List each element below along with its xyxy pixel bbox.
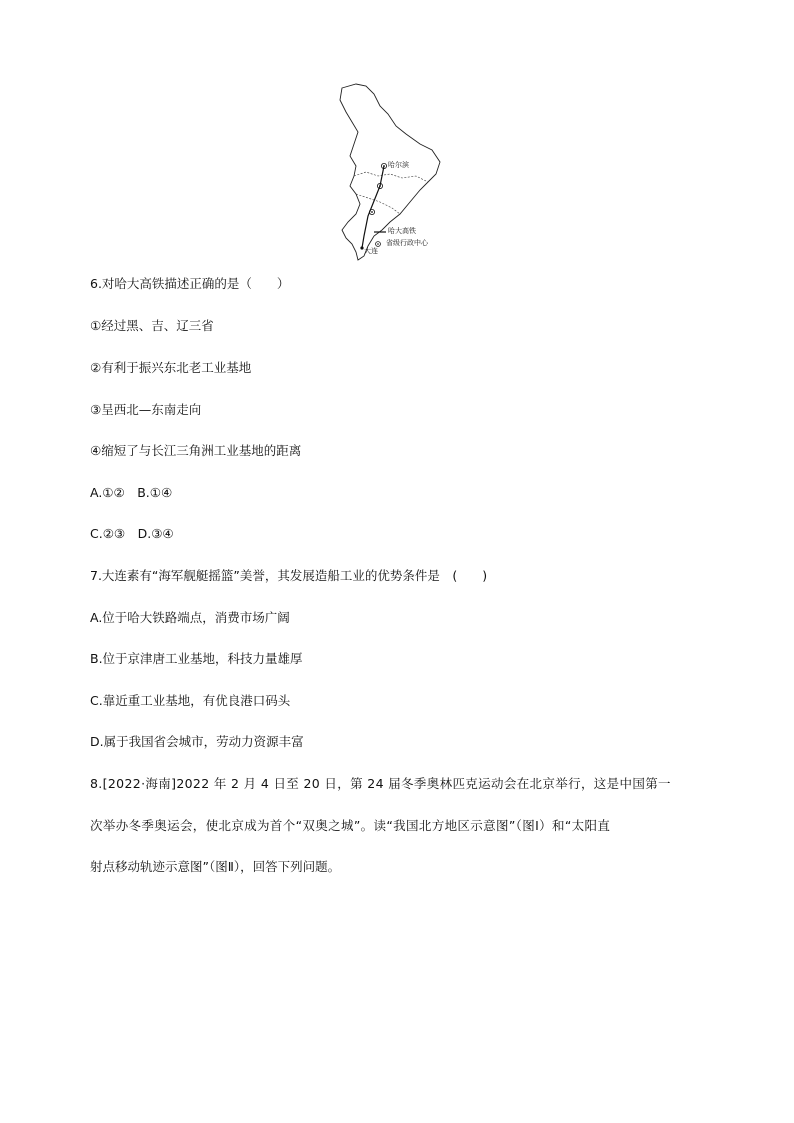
map-outline <box>336 80 466 265</box>
q6-choices-ab: A.①② B.①④ <box>90 485 173 500</box>
q8-line-2: 次举办冬季奥运会，使北京成为首个“双奥之城”。读“我国北方地区示意图”（图Ⅰ）和“太阳直 <box>90 818 611 833</box>
q6-option-1: ①经过黑、吉、辽三省 <box>90 318 214 333</box>
northeast-china-map <box>336 80 466 265</box>
q8-line-1: 8.[2022·海南]2022 年 2 月 4 日至 20 日，第 24 届冬季奥林匹克运动会在北京举行，这是中国第一 <box>90 776 671 791</box>
label-dalian: 大连 <box>364 247 378 255</box>
q6-option-3: ③呈西北—东南走向 <box>90 402 202 417</box>
q7-option-b: B.位于京津唐工业基地，科技力量雄厚 <box>90 651 303 666</box>
legend-railway-label: 哈大高铁 <box>388 227 416 235</box>
q7-stem: 7.大连素有“海军舰艇摇篮”美誉，其发展造船工业的优势条件是 ( ) <box>90 568 488 583</box>
q6-option-2: ②有利于振兴东北老工业基地 <box>90 360 252 375</box>
q6-option-4: ④缩短了与长江三角洲工业基地的距离 <box>90 443 302 458</box>
q8-line-3: 射点移动轨迹示意图”（图Ⅱ），回答下列问题。 <box>90 859 341 874</box>
legend-capital-label: 省级行政中心 <box>386 239 428 247</box>
q7-option-a: A.位于哈大铁路端点，消费市场广阔 <box>90 610 290 625</box>
q6-stem: 6.对哈大高铁描述正确的是（ ） <box>90 276 290 291</box>
label-harbin: 哈尔滨 <box>388 161 409 169</box>
q7-option-d: D.属于我国省会城市，劳动力资源丰富 <box>90 734 304 749</box>
q6-choices-cd: C.②③ D.③④ <box>90 526 174 541</box>
q7-option-c: C.靠近重工业基地，有优良港口码头 <box>90 693 291 708</box>
